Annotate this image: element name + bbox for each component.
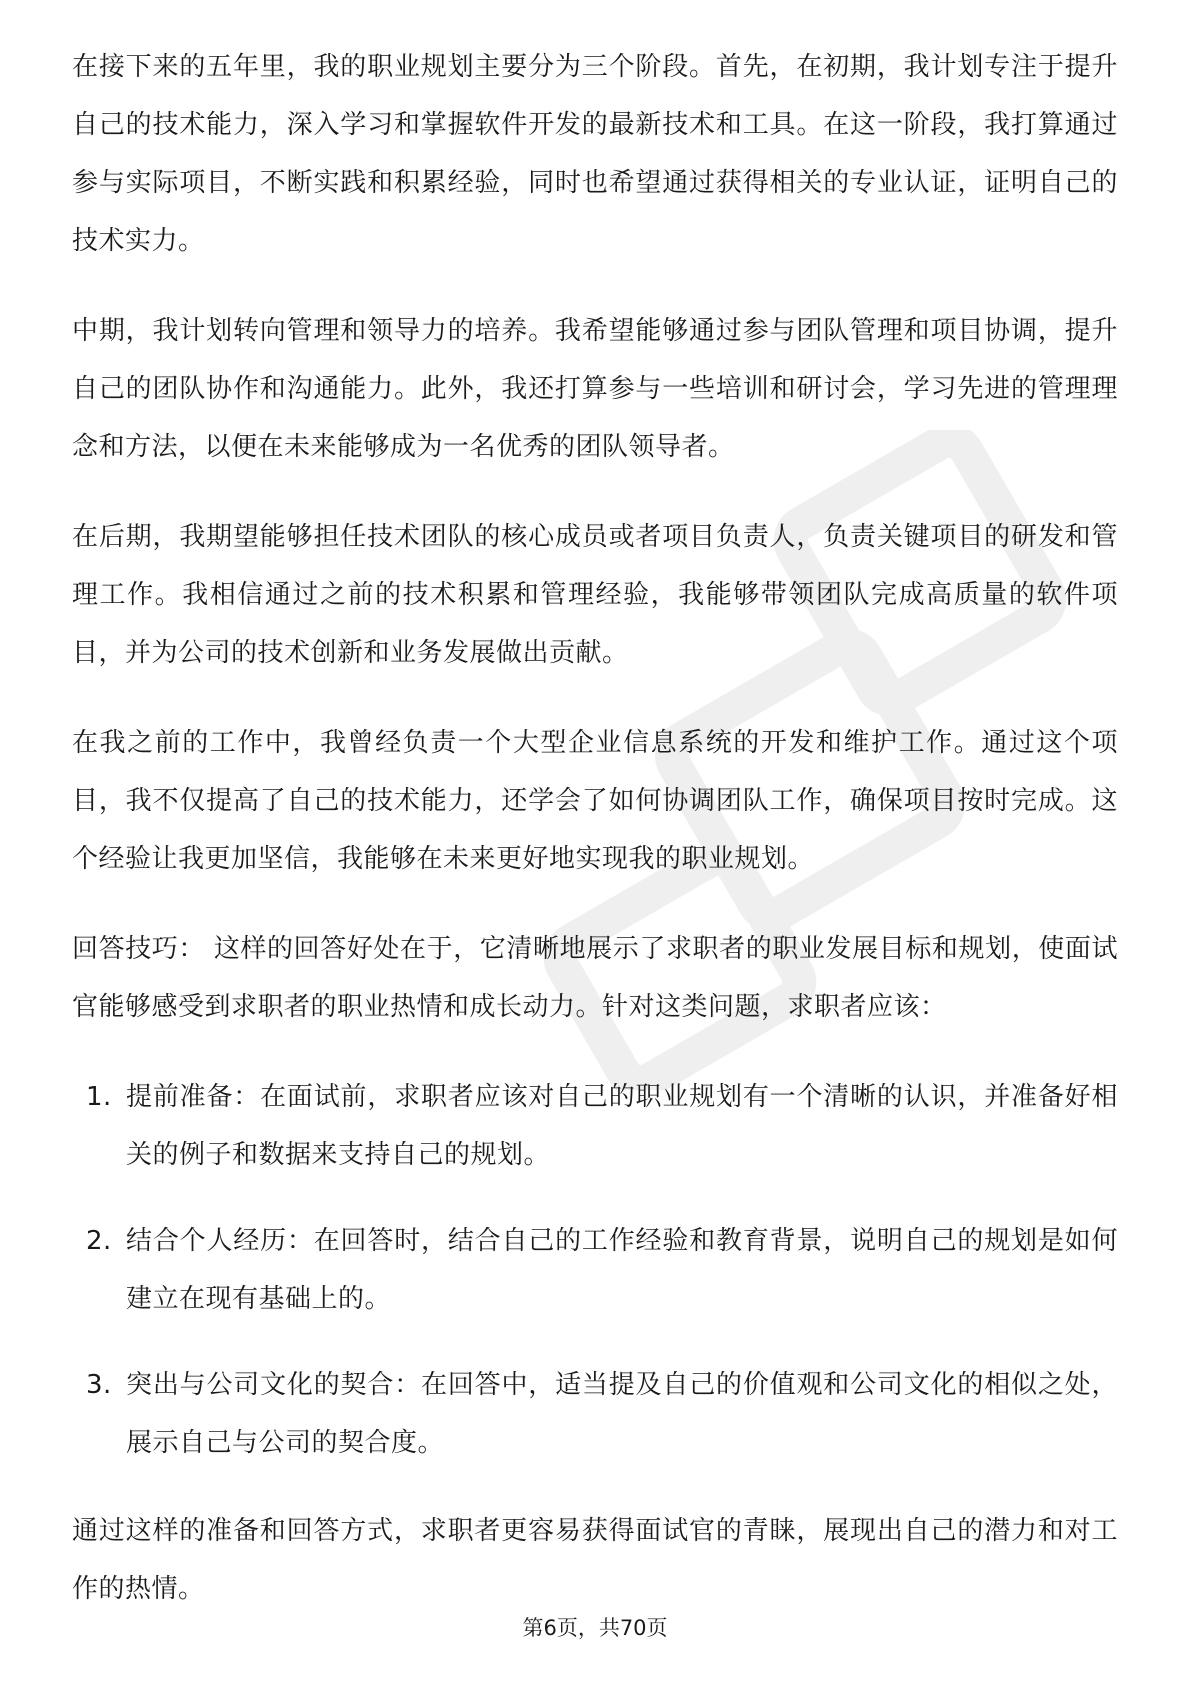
list-item-text: 结合个人经历：在回答时，结合自己的工作经验和教育背景，说明自己的规划是如何建立在现有基础上的。 bbox=[126, 1226, 1118, 1314]
list-item bbox=[72, 1356, 1118, 1472]
tips-list bbox=[72, 1068, 1118, 1472]
paragraph-2: 中期，我计划转向管理和领导力的培养。我希望能够通过参与团队管理和项目协调，提升自己的团队协作和沟通能力。此外，我还打算参与一些培训和研讨会，学习先进的管理理念和方法，以便在未来能够成为一名优秀的团队领导者。 bbox=[72, 316, 1118, 462]
paragraph-1: 在接下来的五年里，我的职业规划主要分为三个阶段。首先，在初期，我计划专注于提升自己的技术能力，深入学习和掌握软件开发的最新技术和工具。在这一阶段，我打算通过参与实际项目，不断实践和积累经验，同时也希望通过获得相关的专业认证，证明自己的技术实力。 bbox=[72, 52, 1118, 256]
paragraph-3: 在后期，我期望能够担任技术团队的核心成员或者项目负责人，负责关键项目的研发和管理工作。我相信通过之前的技术积累和管理经验，我能够带领团队完成高质量的软件项目，并为公司的技术创新和业务发展做出贡献。 bbox=[72, 522, 1118, 668]
paragraph-4: 在我之前的工作中，我曾经负责一个大型企业信息系统的开发和维护工作。通过这个项目，我不仅提高了自己的技术能力，还学会了如何协调团队工作，确保项目按时完成。这个经验让我更加坚信，我能够在未来更好地实现我的职业规划。 bbox=[72, 728, 1118, 874]
closing-paragraph: 通过这样的准备和回答方式，求职者更容易获得面试官的青睐，展现出自己的潜力和对工作的热情。 bbox=[72, 1516, 1118, 1604]
list-item bbox=[72, 1068, 1118, 1184]
list-item-text: 突出与公司文化的契合：在回答中，适当提及自己的价值观和公司文化的相似之处，展示自己与公司的契合度。 bbox=[126, 1370, 1118, 1458]
page-number-footer: 第6页，共70页 bbox=[522, 1616, 668, 1640]
list-item-number: 2. bbox=[86, 1226, 112, 1256]
document-page bbox=[72, 38, 1118, 1650]
tips-intro-paragraph: 回答技巧： 这样的回答好处在于，它清晰地展示了求职者的职业发展目标和规划，使面试官能够感受到求职者的职业热情和成长动力。针对这类问题，求职者应该： bbox=[72, 934, 1118, 1022]
list-item-text: 提前准备：在面试前，求职者应该对自己的职业规划有一个清晰的认识，并准备好相关的例子和数据来支持自己的规划。 bbox=[126, 1082, 1118, 1170]
list-item-number: 3. bbox=[86, 1370, 112, 1400]
list-item bbox=[72, 1212, 1118, 1328]
list-item-number: 1. bbox=[86, 1082, 112, 1112]
